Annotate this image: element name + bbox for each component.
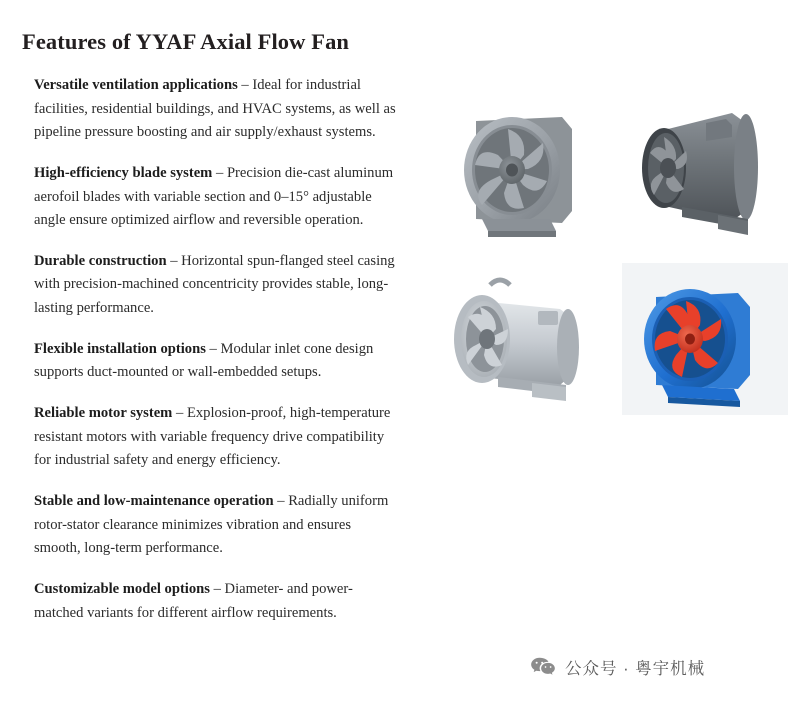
axial-fan-grey-front-icon [446,95,612,255]
feature-dash: – [273,492,289,509]
feature-body: Modular inlet cone design supports duct-mounted or wall-embedded setups. [34,340,374,381]
list-item [34,490,399,561]
axial-fan-blue-red [622,267,788,427]
feature-dash: – [212,164,227,181]
feature-lead: Versatile ventilation applications [34,77,238,93]
list-item [34,74,399,145]
feature-list [34,74,399,642]
page-title: Features of YYAF Axial Flow Fan [22,29,350,55]
axial-fan-darkgrey-angle-icon [622,95,788,255]
feature-lead: Stable and low-maintenance operation [34,492,274,509]
axial-fan-grey-front [446,95,612,255]
feature-dash: – [237,77,253,93]
axial-fan-light-angle [446,267,612,427]
feature-lead: Reliable motor system [34,405,173,422]
feature-dash: – [209,580,225,597]
wechat-icon [530,656,556,678]
axial-fan-darkgrey-angle [622,95,788,255]
axial-fan-blue-red-icon [622,267,788,427]
feature-dash: – [205,340,221,357]
product-image-gallery [430,95,770,435]
feature-dash: – [166,252,182,269]
list-item [34,402,399,473]
feature-lead: High-efficiency blade system [34,164,213,181]
list-item [34,250,399,321]
brand-label: 公众号 · 粤宇机械 [565,660,706,678]
feature-lead: Flexible installation options [34,340,206,357]
feature-body: Ideal for industrial facilities, residential buildings, and HVAC systems, as well as pipeline pressure boosting and air supply/exhaust systems. [34,77,396,141]
list-item [34,338,399,385]
axial-fan-light-angle-icon [446,267,612,427]
feature-body: Precision die-cast aluminum aerofoil blades with variable section and 0–15° adjustable angle ensure optimized airflow and reversible operation. [34,164,394,229]
feature-lead: Durable construction [34,252,167,269]
list-item [34,162,399,233]
footer-brand [530,655,705,679]
feature-body: Explosion-proof, high-temperature resistant motors with variable frequency drive compatibility for industrial safety and energy efficiency. [34,405,391,469]
list-item [34,578,399,625]
feature-body: Diameter- and power-matched variants for different airflow requirements. [34,580,353,621]
feature-body: Radially uniform rotor-stator clearance minimizes vibration and ensures smooth, long-term performance. [34,492,389,557]
feature-lead: Customizable model options [34,580,210,597]
feature-body: Horizontal spun-flanged steel casing with precision-machined concentricity provides stable, long-lasting performance. [34,252,395,317]
feature-dash: – [172,405,187,422]
